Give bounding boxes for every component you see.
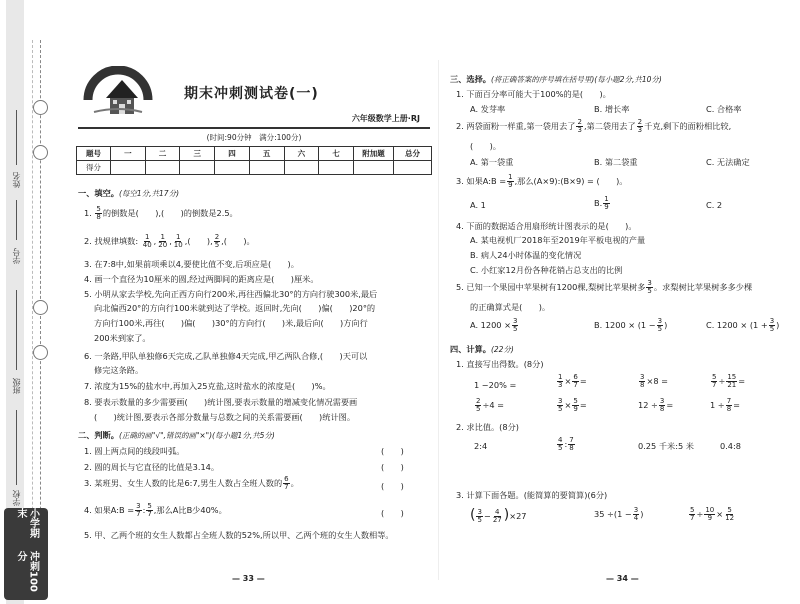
denominator: 5: [657, 325, 663, 333]
denominator: 5: [558, 444, 563, 452]
score-cell[interactable]: [111, 161, 146, 175]
name-line: [16, 110, 17, 165]
calc-item: [474, 398, 504, 413]
fraction: [557, 374, 563, 389]
denominator: 3: [637, 126, 643, 134]
question-5-line-4: 200米到家了。: [94, 333, 151, 343]
series-badge-line1: 小学期末: [15, 508, 39, 538]
denominator: 8: [96, 213, 101, 221]
left-page: [76, 0, 432, 604]
numerator: 6: [573, 373, 578, 381]
page-number: — 34 —: [606, 574, 639, 583]
q-text: =: [579, 400, 587, 410]
fraction: [283, 476, 289, 491]
binding-hole: [33, 345, 48, 360]
class-label: 班级: [12, 378, 21, 394]
section-calculation: [450, 344, 514, 354]
series-badge: [4, 508, 48, 600]
choice-option[interactable]: A. 第一袋重: [470, 157, 514, 167]
fraction: [157, 234, 168, 249]
numerator: 3: [640, 373, 645, 381]
q-text: ÷: [718, 376, 726, 386]
numerator: 7: [726, 397, 732, 405]
q-text: 。: [290, 478, 299, 488]
choice-option[interactable]: [706, 318, 779, 333]
choice-option[interactable]: C. 小红家12月份各种花销占总支出的比例: [470, 265, 623, 275]
calc-1-title: 1. 直接写出得数。(8分): [456, 359, 544, 369]
score-cell[interactable]: [145, 161, 180, 175]
denominator: 5: [512, 325, 518, 333]
score-header-cell: 四: [215, 147, 250, 161]
judge-3: [84, 476, 299, 491]
numerator: 3: [477, 508, 482, 516]
numerator: 3: [647, 279, 652, 287]
score-header-cell: 一: [111, 147, 146, 161]
numerator: 3: [657, 317, 663, 325]
op: −: [483, 511, 491, 521]
denominator: 3: [577, 126, 582, 134]
question-5-line-3: 方向行100米,再往( )偏( )30°的方向行( )米,最后向( )方向行: [94, 318, 368, 328]
q-text: 2. 两袋面粉一样重,第一袋用去了: [456, 121, 576, 131]
judge-2: 2. 圆的周长与它直径的比值是3.14。: [84, 462, 220, 472]
judge-1: 1. 圆上两点间的线段叫弧。: [84, 446, 185, 456]
numerator: 3: [659, 397, 665, 405]
calc-3-title: 3. 计算下面各题。(能简算的要简算)(6分): [456, 490, 608, 500]
q-text: ,( ),: [184, 236, 213, 246]
score-header-cell: 三: [180, 147, 215, 161]
numerator: 4: [558, 436, 563, 444]
numerator: 5: [712, 373, 717, 381]
section-note: (将正确答案的序号填在括号里)(每小题2分,共10分): [490, 75, 662, 84]
score-header-cell: 六: [284, 147, 319, 161]
student-id-label: 学号: [12, 248, 21, 264]
denominator: 7: [573, 381, 578, 389]
denominator: 3: [558, 381, 563, 389]
class-line: [16, 290, 17, 370]
q-text: 2. 找规律填数:: [84, 236, 139, 246]
choice-option[interactable]: A. 1: [470, 200, 486, 210]
q-text: =: [733, 400, 741, 410]
numerator: 6: [284, 475, 289, 483]
fraction: [146, 503, 152, 518]
calc-item: [556, 398, 587, 413]
calc-item: [556, 374, 587, 389]
fraction: [135, 503, 141, 518]
q-text: 千克,剩下的面粉相比较,: [644, 121, 732, 131]
exam-title: 期末冲刺测试卷(一): [184, 86, 319, 102]
denominator: 10: [173, 241, 183, 249]
ratio-item: $\frac{4}{5}$ : $\frac{7}{8}$: [558, 436, 574, 452]
fraction: [704, 507, 715, 522]
ratio-item: 0.25 千米:5 米: [638, 441, 694, 451]
score-cell[interactable]: [180, 161, 215, 175]
section-multiple-choice: [450, 74, 662, 84]
denominator: 9: [508, 181, 513, 189]
q-text: (1 −: [613, 509, 632, 519]
q-text: ÷: [696, 509, 704, 519]
denominator: 5: [769, 325, 775, 333]
right-page: [448, 0, 788, 604]
numerator: 2: [476, 397, 481, 405]
choice-2-paren: ( )。: [470, 141, 501, 151]
denominator: 20: [158, 241, 168, 249]
fraction: [572, 374, 578, 389]
denominator: 9: [604, 203, 609, 211]
calc-item: 1 −20% =: [474, 380, 517, 390]
numerator: 5: [573, 397, 578, 405]
numerator: 1: [160, 233, 165, 241]
q-text: =: [666, 400, 674, 410]
fraction: [576, 119, 582, 134]
denominator: 21: [727, 381, 737, 389]
denominator: 5: [477, 516, 482, 524]
calc-3-item-c: [688, 507, 736, 522]
calc-item: [638, 398, 673, 413]
q-text: 3. 如果A:B =: [456, 176, 507, 186]
score-cell[interactable]: [215, 161, 250, 175]
fraction: [214, 234, 220, 249]
score-table-score-row: [77, 161, 432, 175]
numerator: 3: [633, 506, 639, 514]
judge-5: 5. 甲、乙两个班的女生人数都占全班人数的52%,所以甲、乙两个班的女生人数相等。: [84, 530, 394, 540]
q-text: C. 1200 × (1 +: [706, 320, 768, 330]
q-text: ,那么(A×9):(B×9) = ( )。: [514, 176, 628, 186]
score-header-cell: 题号: [77, 147, 111, 161]
q-text: B.: [594, 198, 603, 208]
grade-label: 六年级数学上册·RJ: [351, 114, 420, 123]
choice-1: 1. 下面百分率可能大于100%的是( )。: [456, 89, 611, 99]
denominator: 9: [707, 514, 713, 522]
question-5-line-1: 5. 小明从家去学校,先向正西方向行200米,再往西偏北30°的方向行驶300米,最后: [84, 289, 378, 299]
name-label: 姓名: [12, 172, 21, 188]
answer-paren[interactable]: ( ): [381, 462, 404, 472]
score-row-label: 得分: [77, 161, 111, 175]
choice-option[interactable]: C. 2: [706, 200, 723, 210]
question-7: 7. 浓度为15%的盐水中,再加入25克盐,这时盐水的浓度是( )%。: [84, 381, 331, 391]
score-header-cell: 总分: [394, 147, 432, 161]
choice-option[interactable]: [470, 318, 519, 333]
question-4: 4. 画一个直径为10厘米的圆,经过两脚间的距离应是( )厘米。: [84, 274, 319, 284]
id-line: [16, 200, 17, 240]
numerator: 3: [769, 317, 775, 325]
score-header-cell: 五: [249, 147, 284, 161]
q-text: 的倒数是( ),( )的倒数是2.5。: [102, 208, 238, 218]
score-table: [76, 146, 432, 175]
fraction: [726, 374, 737, 389]
denominator: 27: [492, 516, 502, 524]
fraction: [568, 437, 574, 452]
denominator: 5: [476, 405, 481, 413]
fraction: [572, 398, 578, 413]
score-cell[interactable]: [394, 161, 432, 175]
question-1: [84, 206, 238, 221]
choice-5: [456, 280, 752, 295]
q-text: ): [664, 320, 668, 330]
denominator: 7: [690, 514, 695, 522]
binding-hole: [33, 300, 48, 315]
q-text: ×8 =: [646, 376, 669, 386]
judge-4: [84, 503, 227, 518]
fraction: [646, 280, 652, 295]
denominator: 8: [726, 405, 732, 413]
section-true-false: [78, 430, 275, 440]
section-title: 一、填空。: [78, 188, 119, 198]
fraction: [142, 234, 153, 249]
answer-paren[interactable]: ( ): [381, 481, 404, 491]
q-text: ): [776, 320, 780, 330]
numerator: 5: [147, 502, 152, 510]
q-text: 3. 某班男、女生人数的比是6:7,男生人数占全班人数的: [84, 478, 283, 488]
calc-3-item-a: [470, 507, 526, 525]
calc-2-title: 2. 求比值。(8分): [456, 422, 519, 432]
page-fold: [438, 60, 439, 580]
fraction: [769, 318, 775, 333]
q-text: ×: [564, 400, 572, 410]
q-text: 35 ÷: [594, 509, 614, 519]
page-number: — 33 —: [232, 574, 265, 583]
choice-option[interactable]: [594, 318, 667, 333]
school-line: [16, 410, 17, 485]
q-text: B. 1200 × (1 −: [594, 320, 656, 330]
score-cell[interactable]: [249, 161, 284, 175]
denominator: 7: [147, 510, 152, 518]
choice-option[interactable]: A. 某电视机厂2018年至2019年平板电视的产量: [470, 235, 646, 245]
choice-2: [456, 119, 731, 134]
fraction: [726, 398, 732, 413]
q-text: A. 1200 ×: [470, 320, 511, 330]
q-text: 。求梨树比苹果树多多少棵: [653, 282, 753, 292]
section-fill-blank: [78, 188, 179, 198]
choice-option[interactable]: C. 合格率: [706, 104, 742, 114]
numerator: 3: [136, 502, 141, 510]
q-text: =: [579, 376, 587, 386]
fraction: [633, 507, 639, 522]
numerator: 1: [176, 233, 181, 241]
section-note: (22分): [490, 345, 514, 354]
numerator: 3: [512, 317, 518, 325]
numerator: 1: [604, 195, 609, 203]
fraction: [659, 398, 665, 413]
q-text: ,第二袋用去了: [583, 121, 636, 131]
calc-3-item-b: [594, 507, 643, 522]
title-rule: [78, 127, 430, 129]
choice-4: 4. 下面的数据适合用扇形统计图表示的是( )。: [456, 221, 637, 231]
numerator: 1: [558, 373, 563, 381]
score-header-cell: 二: [145, 147, 180, 161]
q-text: 12 ÷: [638, 400, 658, 410]
fraction: [492, 509, 503, 524]
fraction: [512, 318, 518, 333]
question-2: 2. 找规律填数: $\frac{1}{40}$ , $\frac{1}{20}$ , $\frac{1}{10}$ ,( ), $\frac{2}{5}$ ,( )。: [84, 233, 255, 249]
numerator: 10: [705, 506, 715, 514]
denominator: 4: [633, 514, 639, 522]
fraction: [637, 119, 643, 134]
q-text: ): [640, 509, 644, 519]
binding-hole: [33, 145, 48, 160]
fraction: [657, 318, 663, 333]
numerator: 15: [727, 373, 737, 381]
ratio-item: 0.4:8: [720, 441, 741, 451]
choice-5-line-2: 的正确算式是( )。: [470, 302, 551, 312]
choice-3: [456, 174, 627, 189]
denominator: 7: [136, 510, 141, 518]
score-header-cell: 附加题: [354, 147, 394, 161]
paren-close: ): [503, 507, 510, 523]
fraction: [711, 374, 717, 389]
choice-option[interactable]: B. 第二袋重: [594, 157, 638, 167]
denominator: 8: [640, 381, 645, 389]
numerator: 1: [144, 233, 150, 241]
numerator: 1: [508, 173, 513, 181]
choice-option[interactable]: B. 病人24小时体温的变化情况: [470, 250, 582, 260]
score-table-header-row: [77, 147, 432, 161]
fraction: [639, 374, 645, 389]
numerator: 3: [558, 397, 563, 405]
numerator: 2: [577, 118, 582, 126]
fraction: [507, 174, 513, 189]
fraction: [689, 507, 695, 522]
denominator: 40: [142, 241, 152, 249]
denominator: 5: [647, 287, 652, 295]
section-note: (正确的画"√",错误的画"×")(每小题1分,共5分): [118, 431, 275, 440]
series-logo: [80, 66, 156, 122]
section-title: 二、判断。: [78, 430, 119, 440]
fraction: [476, 509, 482, 524]
section-title: 三、选择。: [450, 74, 491, 84]
question-3: 3. 在7:8中,如果前项乘以4,要使比值不变,后项应是( )。: [84, 259, 299, 269]
calc-item: [710, 398, 740, 413]
question-6-line-2: 修完这条路。: [94, 365, 144, 375]
section-title: 四、计算。: [450, 344, 491, 354]
fraction: [475, 398, 481, 413]
calc-item: [638, 374, 668, 389]
time-note: (时间:90分钟 满分:100分): [206, 133, 302, 142]
score-cell[interactable]: [284, 161, 319, 175]
numerator: 5: [690, 506, 695, 514]
q-text: ÷4 =: [482, 400, 505, 410]
numerator: 2: [214, 233, 220, 241]
calc-item: [710, 374, 745, 389]
numerator: 5: [96, 205, 101, 213]
answer-paren[interactable]: ( ): [381, 508, 404, 518]
denominator: 5: [214, 241, 220, 249]
denominator: 5: [558, 405, 563, 413]
choice-option[interactable]: [594, 196, 611, 211]
numerator: 4: [495, 508, 500, 516]
fraction: [557, 437, 563, 452]
choice-option[interactable]: C. 无法确定: [706, 157, 750, 167]
denominator: 8: [569, 444, 574, 452]
q-text: 4. 如果A:B =: [84, 505, 135, 515]
denominator: 12: [725, 514, 735, 522]
question-8-line-2: ( )统计图,要表示各部分数量与总数之间的关系需要画( )统计图。: [94, 412, 356, 422]
ratio-item: 2:4: [474, 441, 488, 451]
choice-option[interactable]: A. 发芽率: [470, 104, 506, 114]
fraction: [95, 206, 101, 221]
q-text: 1 ÷: [710, 400, 725, 410]
fraction: [557, 398, 563, 413]
score-header-cell: 七: [319, 147, 354, 161]
denominator: 7: [284, 483, 289, 491]
numerator: 5: [727, 506, 732, 514]
fraction: [173, 234, 184, 249]
answer-paren[interactable]: ( ): [381, 446, 404, 456]
denominator: 7: [712, 381, 717, 389]
denominator: 9: [573, 405, 578, 413]
question-6-line-1: 6. 一条路,甲队单独修6天完成,乙队单独修4天完成,甲乙两队合修,( )天可以: [84, 351, 368, 361]
denominator: 8: [659, 405, 665, 413]
question-8-line-1: 8. 要表示数量的多少需要画( )统计图,要表示数量的增减变化情况需要画: [84, 397, 358, 407]
question-5-line-2: 向北偏西20°的方向行100米就到达了学校。返回时,先向( )偏( )20°的: [94, 303, 376, 313]
q-text: 5. 已知一个果园中苹果树有1200棵,梨树比苹果树多: [456, 282, 646, 292]
binding-strip: [0, 0, 56, 604]
fraction: [724, 507, 735, 522]
q-text: ×: [716, 509, 724, 519]
q-text: =: [738, 376, 746, 386]
q-text: 1.: [84, 208, 92, 218]
score-cell[interactable]: [354, 161, 394, 175]
binding-hole: [33, 100, 48, 115]
series-badge-line2: 冲刺100分: [15, 550, 39, 592]
section-note: (每空1分,共17分): [118, 189, 180, 198]
numerator: 2: [637, 118, 643, 126]
q-text: ,那么A比B少40%。: [153, 505, 227, 515]
numerator: 7: [569, 436, 574, 444]
score-cell[interactable]: [319, 161, 354, 175]
q-text: ,( )。: [221, 236, 255, 246]
paren-open: (: [470, 507, 476, 523]
q-text: :: [142, 505, 146, 515]
choice-option[interactable]: B. 增长率: [594, 104, 630, 114]
school-label: 学校: [12, 490, 21, 506]
q-text: ×: [564, 376, 572, 386]
q-text: ×27: [509, 511, 527, 521]
fraction: [603, 196, 609, 211]
